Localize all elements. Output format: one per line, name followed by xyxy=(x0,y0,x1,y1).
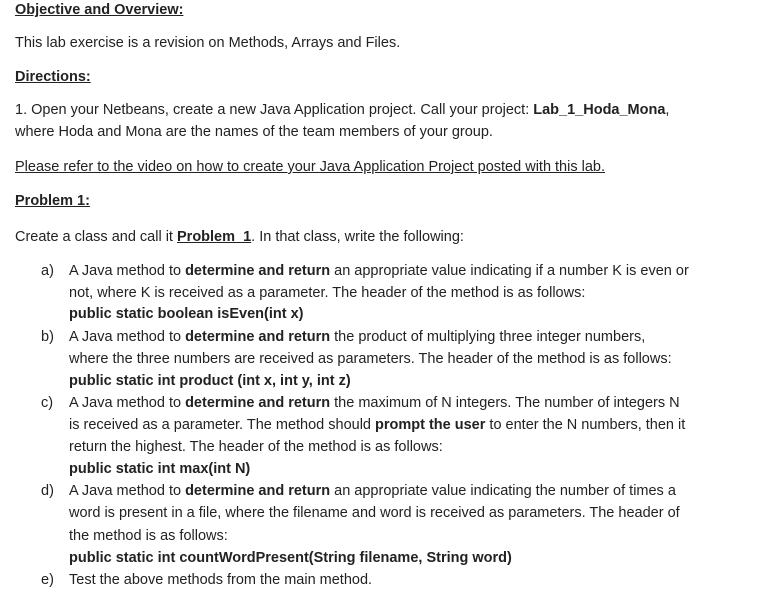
item-d-line2: word is present in a file, where the filename and word is received as parameters. The header of xyxy=(69,505,680,521)
step1-suffix: , xyxy=(665,102,670,118)
item-c-text-2: is received as a parameter. The method should xyxy=(69,417,376,433)
item-b-text-post: the product of multiplying three integer numbers, xyxy=(330,329,646,345)
directions-step1-line2: where Hoda and Mona are the names of the team members of your group. xyxy=(15,124,493,140)
problem1-intro xyxy=(15,227,464,247)
item-b-text: A Java method to xyxy=(69,329,186,345)
item-c-text-post: the maximum of N integers. The number of integers N xyxy=(330,395,680,411)
project-name: Lab_1_Hoda_Mona xyxy=(533,102,666,118)
item-a-code: public static boolean isEven(int x) xyxy=(69,306,304,322)
item-d-code: public static int countWordPresent(String filename, String word) xyxy=(69,550,512,566)
item-a-text: A Java method to xyxy=(69,263,186,279)
item-b-label: b) xyxy=(41,329,54,345)
item-a-text-post: an appropriate value indicating if a number K is even or xyxy=(330,263,689,279)
item-d-line3: the method is as follows: xyxy=(69,528,228,544)
item-d-label: d) xyxy=(41,483,54,499)
item-b-line2: where the three numbers are received as parameters. The header of the method is as follows: xyxy=(69,351,672,367)
problem1-heading: Problem 1: xyxy=(15,193,90,209)
directions-step1 xyxy=(15,100,669,120)
video-note-link[interactable]: Please refer to the video on how to create your Java Application Project posted with this lab. xyxy=(15,159,606,175)
item-b-bold: determine and return xyxy=(185,329,331,345)
item-c-text: A Java method to xyxy=(69,395,186,411)
class-name: Problem_1 xyxy=(177,229,252,245)
item-b-line1 xyxy=(69,327,645,347)
item-c-line3: return the highest. The header of the method is as follows: xyxy=(69,439,443,455)
item-d-line1 xyxy=(69,481,676,501)
item-b-code: public static int product (int x, int y, int z) xyxy=(69,373,351,389)
item-c-bold: determine and return xyxy=(185,395,331,411)
item-a-label: a) xyxy=(41,263,54,279)
item-c-code: public static int max(int N) xyxy=(69,461,251,477)
item-d-bold: determine and return xyxy=(185,483,331,499)
objective-text: This lab exercise is a revision on Methods, Arrays and Files. xyxy=(15,35,401,51)
item-c-label: c) xyxy=(41,395,54,411)
item-e-label: e) xyxy=(41,572,54,588)
item-c-text-2-post: to enter the N numbers, then it xyxy=(485,417,686,433)
item-a-bold: determine and return xyxy=(185,263,331,279)
step1-prefix: 1. Open your Netbeans, create a new Java Application project. Call your project: xyxy=(15,102,534,118)
item-c-bold-2: prompt the user xyxy=(375,417,486,433)
item-d-text-post: an appropriate value indicating the number of times a xyxy=(330,483,676,499)
item-e-line1: Test the above methods from the main method. xyxy=(69,572,373,588)
objective-heading: Objective and Overview: xyxy=(15,2,184,18)
item-a-line1 xyxy=(69,261,689,281)
item-a-line2: not, where K is received as a parameter. The header of the method is as follows: xyxy=(69,285,586,301)
item-c-line2 xyxy=(69,415,685,435)
item-c-line1 xyxy=(69,393,680,413)
intro-prefix: Create a class and call it xyxy=(15,229,177,245)
item-d-text: A Java method to xyxy=(69,483,186,499)
intro-suffix: . In that class, write the following: xyxy=(251,229,464,245)
directions-heading: Directions: xyxy=(15,69,91,85)
